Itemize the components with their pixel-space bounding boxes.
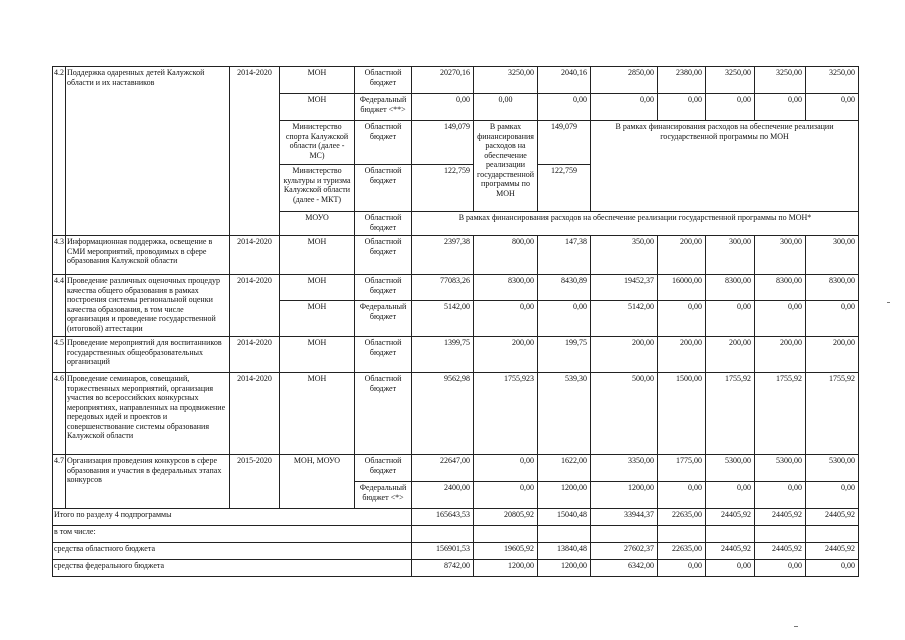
activity-name: Проведение мероприятий для воспитанников государственных общеобразовательных организаций xyxy=(66,337,230,373)
value-2015 xyxy=(538,526,591,543)
value-2014 xyxy=(474,526,538,543)
value-2016: 0,00 xyxy=(591,94,658,121)
value-2020: 5300,00 xyxy=(806,455,859,482)
value-2017: 16000,00 xyxy=(658,275,706,301)
value-2020: 0,00 xyxy=(806,301,859,337)
value-2017: 22635,00 xyxy=(658,543,706,560)
value-2016: 5142,00 xyxy=(591,301,658,337)
funding-source: Областной бюджет xyxy=(355,373,412,455)
value-total: 9562,98 xyxy=(412,373,474,455)
value-2020: 0,00 xyxy=(806,94,859,121)
value-2017: 0,00 xyxy=(658,560,706,577)
executor: МОН xyxy=(280,94,355,121)
value-2014: 19605,92 xyxy=(474,543,538,560)
executor: МОН xyxy=(280,337,355,373)
value-2015: 15040,48 xyxy=(538,509,591,526)
value-2018: 0,00 xyxy=(706,560,755,577)
activity-name: Проведение семинаров, совещаний, торжественных мероприятий, организация участия во всероссийских конкурсных мероприятиях, направленных на продвижение передовых идей и проектов и совершенствование системы образования Калужской области xyxy=(66,373,230,455)
value-2015: 13840,48 xyxy=(538,543,591,560)
value-2019: 0,00 xyxy=(755,94,806,121)
executor: МОН xyxy=(280,236,355,275)
value-2019: 1755,92 xyxy=(755,373,806,455)
value-2014: 1200,00 xyxy=(474,560,538,577)
value-2014: 0,00 xyxy=(474,482,538,509)
value-2014: 200,00 xyxy=(474,337,538,373)
value-2019 xyxy=(755,526,806,543)
value-2018 xyxy=(706,526,755,543)
row-number: 4.5 xyxy=(53,337,66,373)
value-2015: 1200,00 xyxy=(538,560,591,577)
value-2020: 3250,00 xyxy=(806,67,859,94)
value-2020: 1755,92 xyxy=(806,373,859,455)
value-2016: 500,00 xyxy=(591,373,658,455)
value-2018: 8300,00 xyxy=(706,275,755,301)
value-total: 165643,53 xyxy=(412,509,474,526)
value-2020: 24405,92 xyxy=(806,509,859,526)
value-2020: 0,00 xyxy=(806,560,859,577)
value-2018: 1755,92 xyxy=(706,373,755,455)
value-2015: 122,759 xyxy=(538,165,591,212)
value-total: 156901,53 xyxy=(412,543,474,560)
value-2018: 0,00 xyxy=(706,94,755,121)
executor: МОН xyxy=(280,373,355,455)
funding-source: Федеральный бюджет xyxy=(355,301,412,337)
value-2015: 1200,00 xyxy=(538,482,591,509)
value-total: 22647,00 xyxy=(412,455,474,482)
value-2016: 1200,00 xyxy=(591,482,658,509)
value-total: 149,079 xyxy=(412,121,474,165)
value-2019: 0,00 xyxy=(755,301,806,337)
financing-note: В рамках финансирования расходов на обеспечение реализации государственной программы по МОН* xyxy=(412,212,859,236)
value-2019: 8300,00 xyxy=(755,275,806,301)
value-2015: 539,30 xyxy=(538,373,591,455)
summary-row xyxy=(53,560,859,577)
value-2016 xyxy=(591,526,658,543)
value-2014: 800,00 xyxy=(474,236,538,275)
funding-source: Областной бюджет xyxy=(355,337,412,373)
value-2014: 0,00 xyxy=(474,301,538,337)
value-2018: 24405,92 xyxy=(706,543,755,560)
value-2019: 5300,00 xyxy=(755,455,806,482)
value-total: 8742,00 xyxy=(412,560,474,577)
funding-source: Областной бюджет xyxy=(355,455,412,482)
activity-name: Информационная поддержка, освещение в СМИ мероприятий, проводимых в сфере образования Калужской области xyxy=(66,236,230,275)
value-total: 5142,00 xyxy=(412,301,474,337)
funding-source: Областной бюджет xyxy=(355,212,412,236)
value-total xyxy=(412,526,474,543)
funding-source: Областной бюджет xyxy=(355,236,412,275)
funding-source: Областной бюджет xyxy=(355,275,412,301)
summary-label: средства федерального бюджета xyxy=(53,560,412,577)
value-2017: 22635,00 xyxy=(658,509,706,526)
value-2018: 24405,92 xyxy=(706,509,755,526)
value-2020: 200,00 xyxy=(806,337,859,373)
value-2017: 1500,00 xyxy=(658,373,706,455)
value-2014: 1755,923 xyxy=(474,373,538,455)
value-2015: 147,38 xyxy=(538,236,591,275)
period: 2015-2020 xyxy=(230,455,280,509)
value-2017: 2380,00 xyxy=(658,67,706,94)
value-2016: 27602,37 xyxy=(591,543,658,560)
executor: МОН, МОУО xyxy=(280,455,355,509)
value-2018: 0,00 xyxy=(706,482,755,509)
row-number: 4.4 xyxy=(53,275,66,337)
table-row xyxy=(53,275,859,301)
value-2016: 33944,37 xyxy=(591,509,658,526)
period: 2014-2020 xyxy=(230,373,280,455)
value-2019: 300,00 xyxy=(755,236,806,275)
executor: МОУО xyxy=(280,212,355,236)
table-row xyxy=(53,455,859,482)
value-2014: 3250,00 xyxy=(474,67,538,94)
value-2019: 0,00 xyxy=(755,482,806,509)
table-row xyxy=(53,67,859,94)
period: 2014-2020 xyxy=(230,275,280,337)
value-2015: 1622,00 xyxy=(538,455,591,482)
period: 2014-2020 xyxy=(230,236,280,275)
row-number: 4.6 xyxy=(53,373,66,455)
executor: Министерство культуры и туризма Калужской области (далее - МКТ) xyxy=(280,165,355,212)
value-2014: 8300,00 xyxy=(474,275,538,301)
value-2019: 0,00 xyxy=(755,560,806,577)
value-2017: 0,00 xyxy=(658,94,706,121)
value-2019: 200,00 xyxy=(755,337,806,373)
summary-label: средства областного бюджета xyxy=(53,543,412,560)
value-2016: 19452,37 xyxy=(591,275,658,301)
value-total: 122,759 xyxy=(412,165,474,212)
table-row xyxy=(53,373,859,455)
value-2014: 0,00 xyxy=(474,455,538,482)
value-2018: 0,00 xyxy=(706,301,755,337)
value-2019: 24405,92 xyxy=(755,543,806,560)
value-2016: 2850,00 xyxy=(591,67,658,94)
activity-name: Поддержка одаренных детей Калужской области и их наставников xyxy=(66,67,230,236)
value-2016: 6342,00 xyxy=(591,560,658,577)
table-row xyxy=(53,337,859,373)
value-2014: 0,00 xyxy=(474,94,538,121)
value-2020: 8300,00 xyxy=(806,275,859,301)
summary-label: в том числе: xyxy=(53,526,412,543)
funding-source: Областной бюджет xyxy=(355,121,412,165)
funding-source: Федеральный бюджет <**> xyxy=(355,94,412,121)
executor: Министерство спорта Калужской области (далее - МС) xyxy=(280,121,355,165)
activity-name: Проведение различных оценочных процедур качества общего образования в рамках построения системы региональной оценки качества образования, в том числе организация и проведение государственной (итоговой) аттестации xyxy=(66,275,230,337)
value-2019: 3250,00 xyxy=(755,67,806,94)
value-2015: 2040,16 xyxy=(538,67,591,94)
summary-label: Итого по разделу 4 подпрограммы xyxy=(53,509,412,526)
executor: МОН xyxy=(280,67,355,94)
value-total: 2400,00 xyxy=(412,482,474,509)
value-2015: 8430,89 xyxy=(538,275,591,301)
scan-mark xyxy=(794,626,798,627)
row-number: 4.7 xyxy=(53,455,66,509)
value-2015: 0,00 xyxy=(538,301,591,337)
scan-mark xyxy=(887,302,890,303)
value-total: 2397,38 xyxy=(412,236,474,275)
merged-note-2014: В рамках финансирования расходов на обеспечение реализации государственной программы по МОН xyxy=(474,121,538,212)
value-2018: 5300,00 xyxy=(706,455,755,482)
value-2014: 20805,92 xyxy=(474,509,538,526)
funding-source: Областной бюджет xyxy=(355,165,412,212)
value-2016: 200,00 xyxy=(591,337,658,373)
value-2017 xyxy=(658,526,706,543)
value-2020 xyxy=(806,526,859,543)
value-2020: 24405,92 xyxy=(806,543,859,560)
value-2020: 300,00 xyxy=(806,236,859,275)
funding-source: Областной бюджет xyxy=(355,67,412,94)
value-2015: 0,00 xyxy=(538,94,591,121)
table-row xyxy=(53,236,859,275)
value-2019: 24405,92 xyxy=(755,509,806,526)
value-2018: 200,00 xyxy=(706,337,755,373)
value-2017: 0,00 xyxy=(658,482,706,509)
row-number: 4.2 xyxy=(53,67,66,236)
value-total: 20270,16 xyxy=(412,67,474,94)
row-number: 4.3 xyxy=(53,236,66,275)
value-total: 0,00 xyxy=(412,94,474,121)
value-2020: 0,00 xyxy=(806,482,859,509)
value-2016: 3350,00 xyxy=(591,455,658,482)
value-2017: 1775,00 xyxy=(658,455,706,482)
value-2017: 0,00 xyxy=(658,301,706,337)
period: 2014-2020 xyxy=(230,337,280,373)
value-2015: 149,079 xyxy=(538,121,591,165)
value-2018: 300,00 xyxy=(706,236,755,275)
value-2017: 200,00 xyxy=(658,236,706,275)
value-total: 77083,26 xyxy=(412,275,474,301)
executor: МОН xyxy=(280,275,355,301)
budget-table xyxy=(52,66,859,577)
summary-row xyxy=(53,543,859,560)
funding-source: Федеральный бюджет <*> xyxy=(355,482,412,509)
summary-row xyxy=(53,526,859,543)
value-2016: 350,00 xyxy=(591,236,658,275)
executor: МОН xyxy=(280,301,355,337)
value-2015: 199,75 xyxy=(538,337,591,373)
financing-note: В рамках финансирования расходов на обеспечение реализации государственной программы по МОН xyxy=(591,121,859,212)
summary-row xyxy=(53,509,859,526)
activity-name: Организация проведения конкурсов в сфере образования и участия в федеральных этапах конкурсов xyxy=(66,455,230,509)
period: 2014-2020 xyxy=(230,67,280,236)
value-2018: 3250,00 xyxy=(706,67,755,94)
value-2017: 200,00 xyxy=(658,337,706,373)
value-total: 1399,75 xyxy=(412,337,474,373)
